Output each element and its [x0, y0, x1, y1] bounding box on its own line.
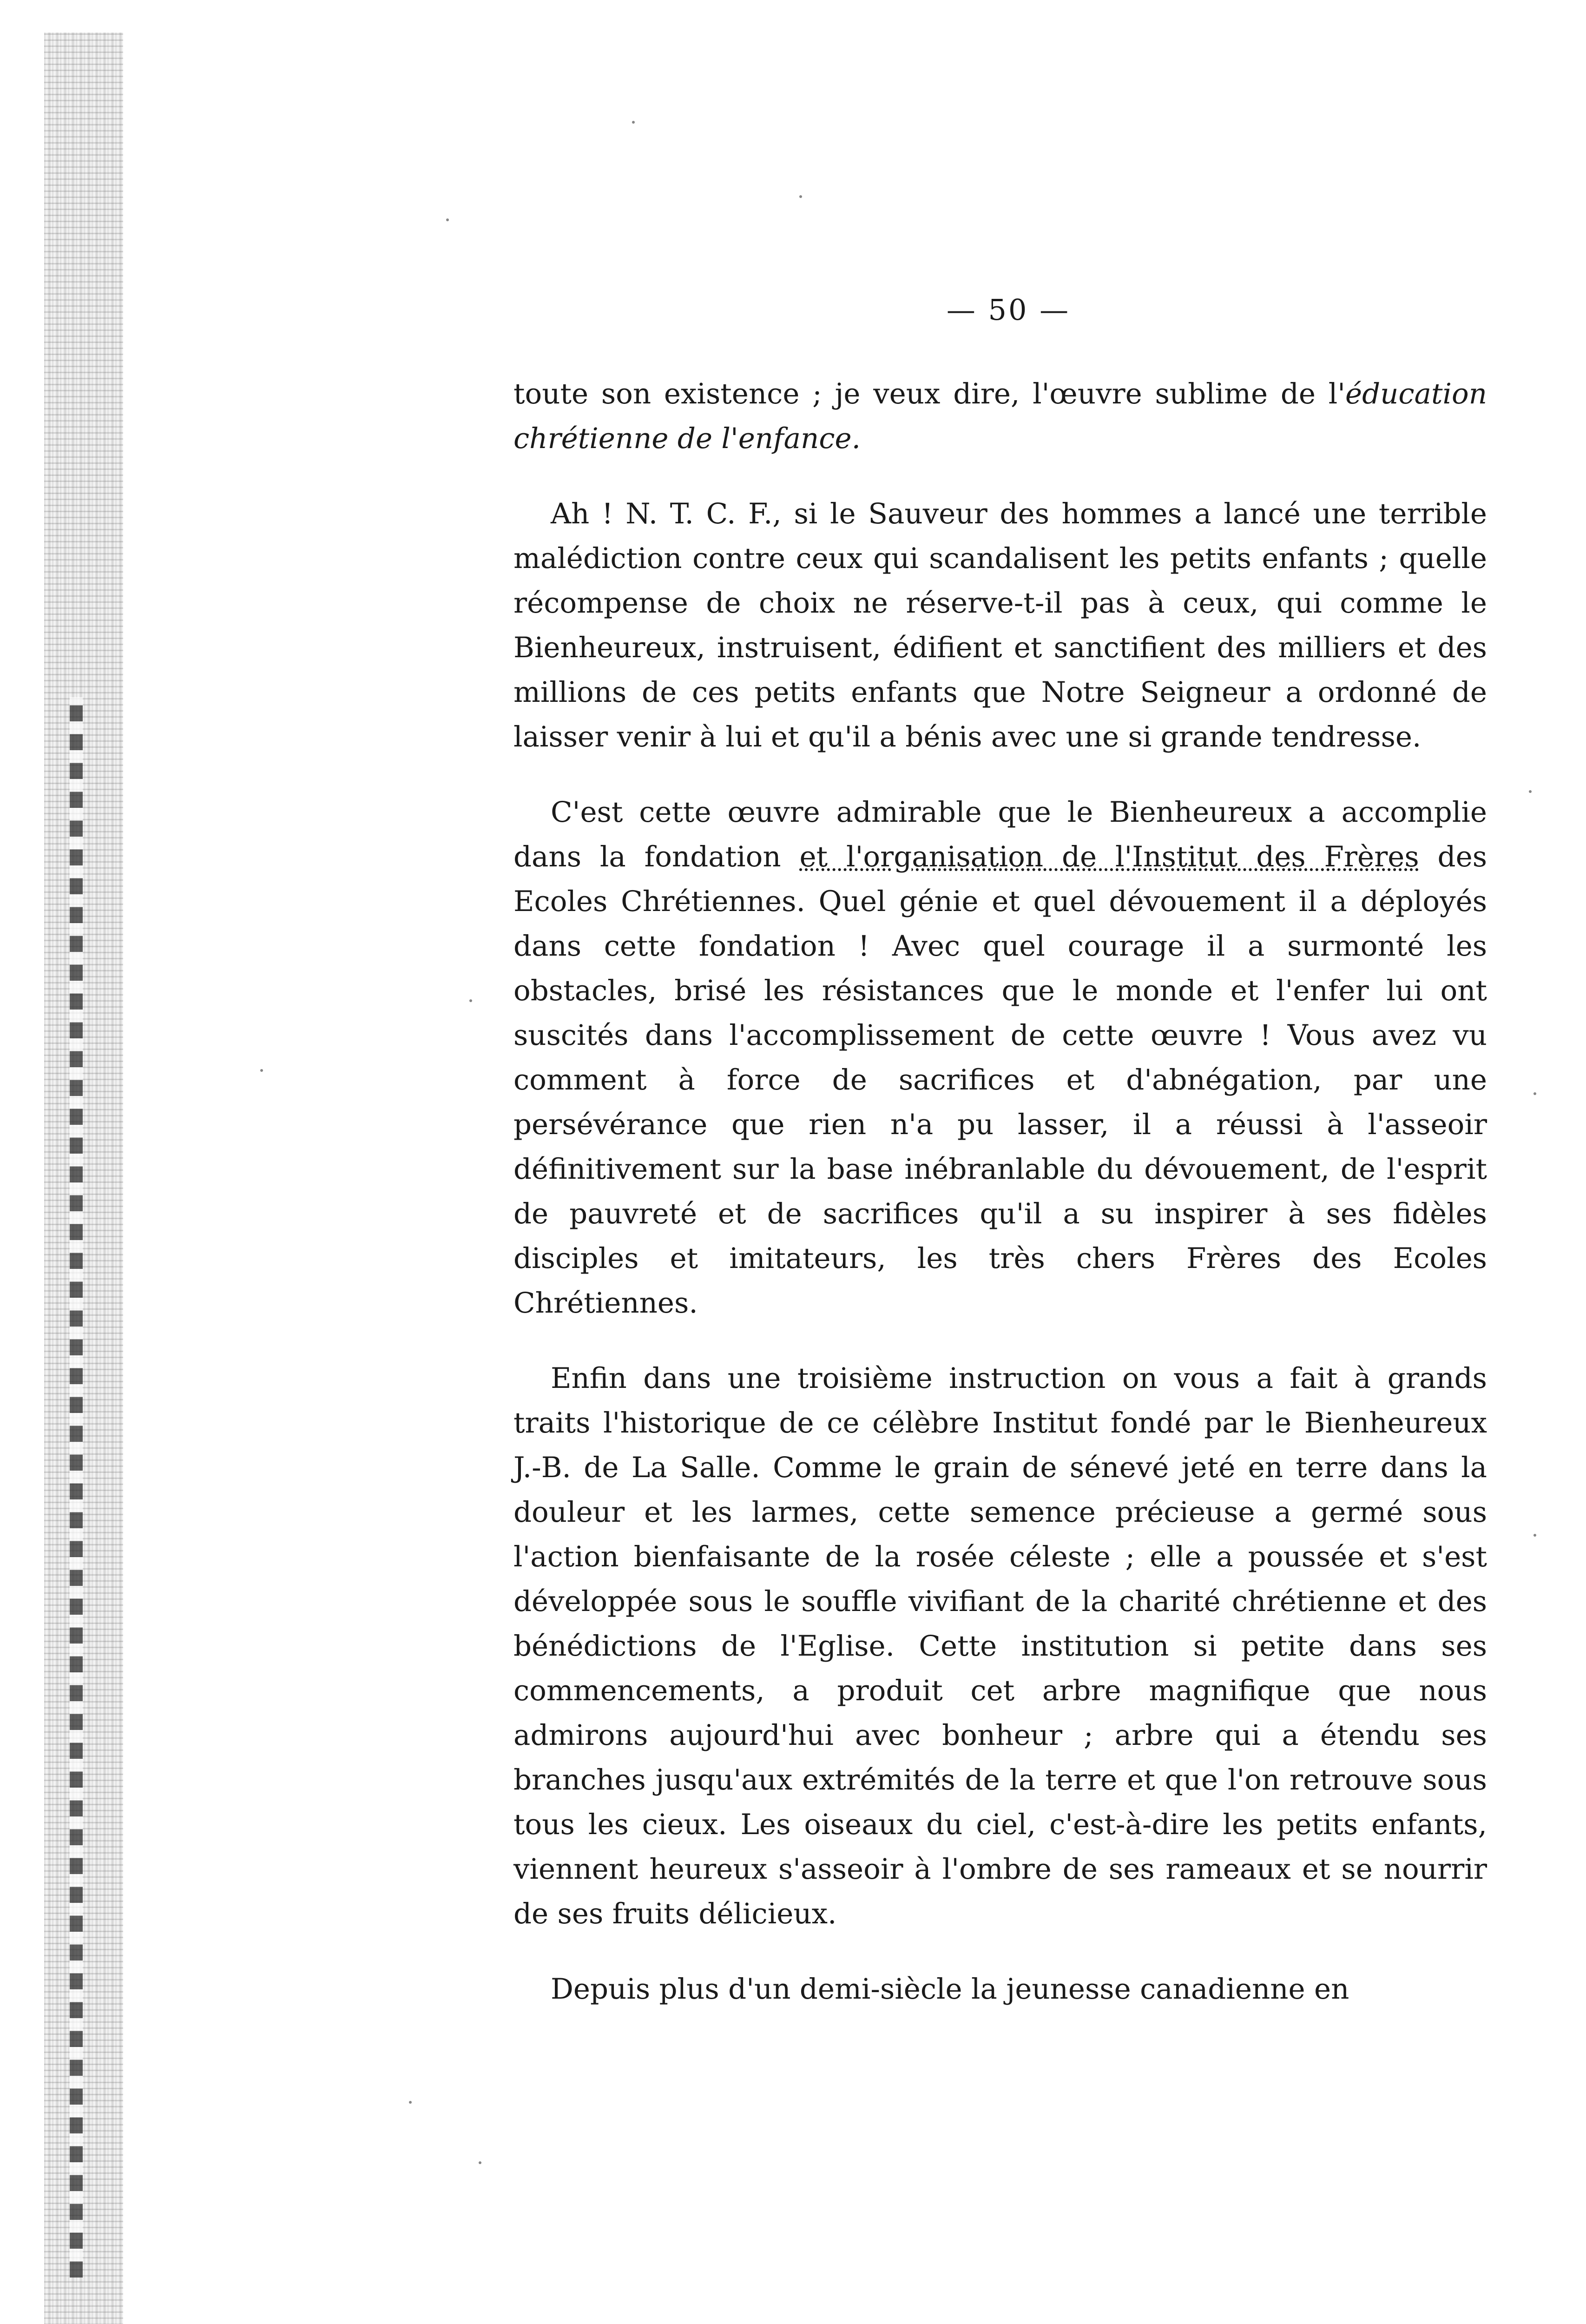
paragraph-2: [513, 790, 1487, 1326]
binding-marks: [70, 697, 83, 2278]
paragraph-3: Enfin dans une troisième instruction on vous a fait à grands traits l'historique de ce célèbre Institut fondé par le Bienheureux J.-B. de La Salle. Comme le grain de sénevé jeté en terre dans la douleur et les larmes, cette semence précieuse a germé sous l'action bienfaisante de la rosée céleste ; elle a poussée et s'est développée sous le souffle vivifiant de la charité chrétienne et des bénédictions de l'Eglise. Cette institution si petite dans ses commencements, a produit cet arbre magnifique que nous admirons aujourd'hui avec bonheur ; arbre qui a étendu ses branches jusqu'aux extrémités de la terre et que l'on retrouve sous tous les cieux. Les oiseaux du ciel, c'est-à-dire les petits enfants, viennent heureux s'asseoir à l'ombre de ses rameaux et se nourrir de ses fruits délicieux.: [513, 1362, 1487, 1930]
paragraph-0: [513, 372, 1487, 461]
page-number: — 50 —: [946, 293, 1071, 327]
paragraph-0-italic: éducation chrétienne de l'enfance.: [513, 377, 1487, 455]
paragraph-0-part-0: toute son existence ; je veux dire, l'œuvre sublime de l': [513, 377, 1345, 410]
paragraph-2-part-0: C'est cette œuvre admirable que le Bienheureux a accomplie dans la fondation: [513, 796, 1487, 873]
paragraph-4: Depuis plus d'un demi-siècle la jeunesse canadienne en: [551, 1973, 1349, 2006]
paragraph-1: Ah ! N. T. C. F., si le Sauveur des hommes a lancé une terrible malédiction contre ceux qui scandalisent les petits enfants ; quelle récompense de choix ne réserve-t-il pas à ceux, qui comme le Bienheureux, instruisent, édifient et sanctifient des milliers et des millions de ces petits enfants que Notre Seigneur a ordonné de laisser venir à lui et qu'il a bénis avec une si grande tendresse.: [513, 497, 1487, 753]
binding-edge: [44, 33, 123, 2324]
paragraph-2-part-2: des Ecoles Chrétiennes. Quel génie et quel dévouement il a déployés dans cette fondation ! Avec quel courage il a surmonté les obstacles, brisé les résistances que le monde et l'enfer lui ont suscités dans l'accomplissement de cette œuvre ! Vous avez vu comment à force de sacrifices et d'abnégation, par une persévérance que rien n'a pu lasser, il a réussi à l'asseoir définitivement sur la base inébranlable du dévouement, de l'esprit de pauvreté et de sacrifices qu'il a su inspirer à ses fidèles disciples et imitateurs, les très chers Frères des Ecoles Chrétiennes.: [513, 840, 1487, 1320]
body-text: [513, 372, 1487, 2042]
paragraph-2-underlined: et l'organisation de l'Institut des Frères: [799, 840, 1419, 873]
